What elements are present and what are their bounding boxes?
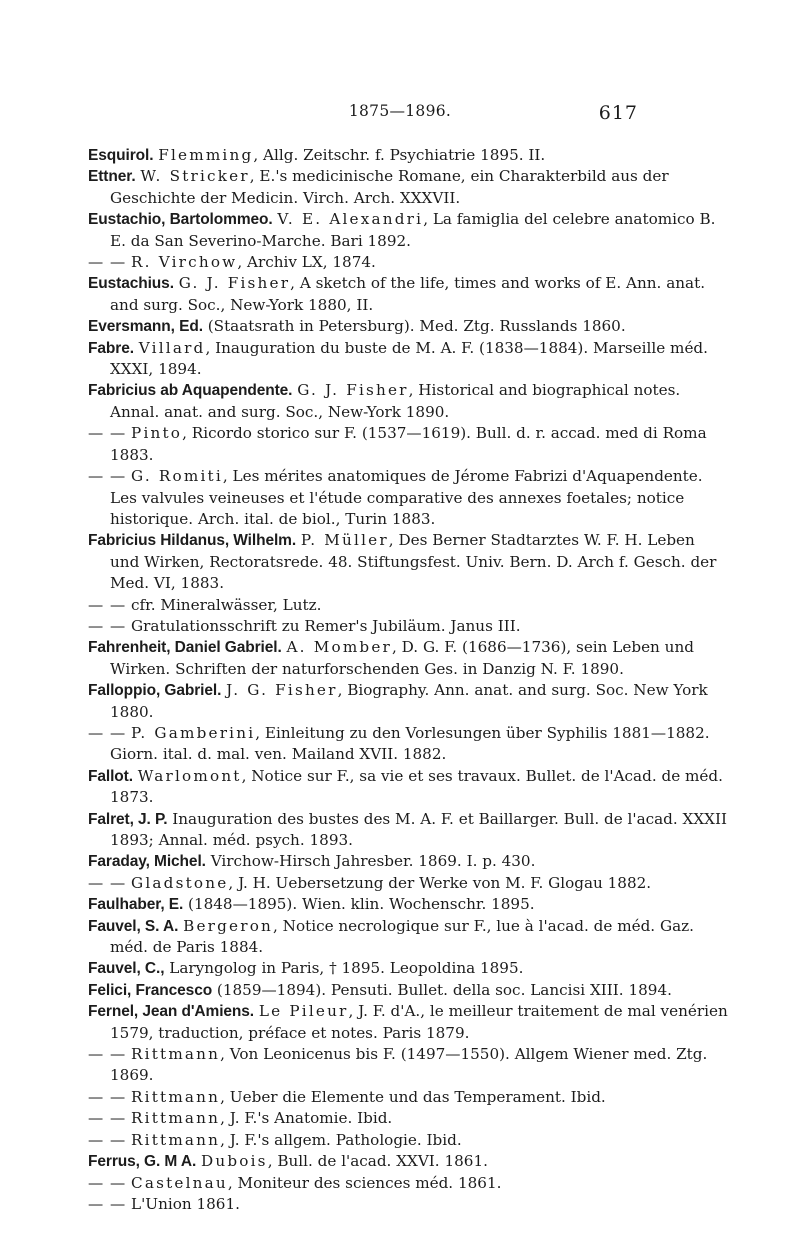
bibliography-entry xyxy=(88,1044,728,1087)
entry-headword: Falloppio, Gabriel. xyxy=(88,682,222,700)
entry-citation: Gratulationsschrift zu Remer's Jubiläum. Janus III. xyxy=(131,616,521,635)
entry-author: Villard xyxy=(138,338,206,357)
repeat-dash: — — xyxy=(88,1087,127,1106)
repeat-dash: — — xyxy=(88,424,127,443)
entry-headword: Ettner. xyxy=(88,168,136,186)
repeat-dash: — — xyxy=(88,1109,127,1128)
entry-author: Le Pileur xyxy=(258,1002,349,1021)
entry-citation: Laryngolog in Paris, † 1895. Leopoldina 1895. xyxy=(169,959,524,978)
bibliography-entry xyxy=(88,273,728,316)
entry-citation: , Biography. Ann. anat. and surg. Soc. New York 1880. xyxy=(110,681,708,721)
bibliography-entry xyxy=(88,637,728,680)
entry-author: G. Romiti xyxy=(131,467,223,486)
bibliography-entry xyxy=(88,616,728,637)
entry-author: W. Stricker xyxy=(140,167,250,186)
entry-headword: Fauvel, S. A. xyxy=(88,917,179,935)
entry-headword: Fabre. xyxy=(88,339,134,357)
entry-citation: , Des Berner Stadtarztes W. F. H. Leben und Wirken, Rectoratsrede. 48. Stiftungsfest. Univ. Bern. D. Arch f. Gesch. der Med. VI, 1883. xyxy=(110,531,717,593)
entry-headword: Felici, Francesco xyxy=(88,981,213,999)
entry-citation: Virchow-Hirsch Jahresber. 1869. I. p. 430. xyxy=(210,852,536,871)
entry-author: Dubois xyxy=(201,1152,268,1171)
repeat-dash: — — xyxy=(88,1173,127,1192)
entry-citation: , Les mérites anatomiques de Jérome Fabrizi d'Aquapendente. Les valvules veineuses et l'étude comparative des annexes foetales; notice historique. Arch. ital. de biol., Turin 1883. xyxy=(110,467,703,528)
page-number: 617 xyxy=(598,102,638,124)
bibliography-entry xyxy=(88,423,728,466)
entry-author: Pinto xyxy=(131,424,183,443)
entry-citation: , E.'s medicinische Romane, ein Charakterbild aus der Geschichte der Medicin. Virch. Arch. XXXVII. xyxy=(110,167,669,207)
entry-citation: , J. F. d'A., le meilleur traitement de mal venérien 1579, traduction, préface et notes. Paris 1879. xyxy=(110,1002,728,1042)
bibliography-entry xyxy=(88,338,728,381)
entry-citation: , Ricordo storico sur F. (1537—1619). Bull. d. r. accad. med di Roma 1883. xyxy=(110,424,707,464)
entry-headword: Faulhaber, E. xyxy=(88,896,184,914)
entry-author: Rittmann xyxy=(131,1130,221,1149)
entry-citation: (1859—1894). Pensuti. Bullet. della soc. Lancisi XIII. 1894. xyxy=(216,980,672,999)
entry-headword: Fernel, Jean d'Amiens. xyxy=(88,1003,255,1021)
bibliography-entry xyxy=(88,1194,728,1215)
bibliography-entry xyxy=(88,809,728,852)
repeat-dash: — — xyxy=(88,253,127,272)
entry-headword: Ferrus, G. M A. xyxy=(88,1153,197,1171)
entry-citation: , Einleitung zu den Vorlesungen über Syphilis 1881—1882. Giorn. ital. d. mal. ven. Mailand XVII. 1882. xyxy=(110,723,710,764)
bibliography-entry xyxy=(88,873,728,894)
entry-author: Rittmann xyxy=(131,1087,221,1106)
bibliography-entry xyxy=(88,958,728,979)
bibliography-entry xyxy=(88,680,728,723)
bibliography-entry xyxy=(88,252,728,273)
entry-headword: Eustachio, Bartolommeo. xyxy=(88,211,273,229)
entry-citation: Inauguration des bustes des M. A. F. et Baillarger. Bull. de l'acad. XXXII 1893; Annal. méd. psych. 1893. xyxy=(110,809,727,849)
bibliography-entry xyxy=(88,980,728,1001)
entry-author: V. E. Alexandri xyxy=(277,210,424,229)
repeat-dash: — — xyxy=(88,723,127,742)
bibliography-entry xyxy=(88,595,728,616)
bibliography-entry xyxy=(88,916,728,959)
entry-author: Flemming xyxy=(158,146,254,164)
bibliography-entry xyxy=(88,851,728,872)
entry-author: Warlomont xyxy=(137,766,242,785)
entry-headword: Fabricius ab Aquapendente. xyxy=(88,382,293,400)
bibliography-entry xyxy=(88,1173,728,1194)
entry-citation: , A sketch of the life, times and works of E. Ann. anat. and surg. Soc., New-York 1880, II. xyxy=(110,274,706,314)
bibliography-entry xyxy=(88,316,728,337)
bibliography-entry xyxy=(88,145,728,166)
entry-citation: , J. F.'s allgem. Pathologie. Ibid. xyxy=(220,1130,462,1149)
repeat-dash: — — xyxy=(88,1045,127,1064)
bibliography-entry xyxy=(88,166,728,209)
entry-author: Rittmann xyxy=(131,1045,221,1064)
bibliography-entry xyxy=(88,1151,728,1172)
entry-citation: , Historical and biographical notes. Annal. anat. and surg. Soc., New-York 1890. xyxy=(110,381,681,421)
bibliography-entry xyxy=(88,466,728,530)
entry-citation: , La famiglia del celebre anatomico B. E. da San Severino-Marche. Bari 1892. xyxy=(110,210,716,250)
bibliography-entry xyxy=(88,530,728,594)
running-head-years: 1875—1896. xyxy=(348,102,452,120)
bibliography-entry xyxy=(88,380,728,423)
entry-citation: , Notice sur F., sa vie et ses travaux. Bullet. de l'Acad. de méd. 1873. xyxy=(110,766,723,807)
bibliography-entry xyxy=(88,723,728,766)
repeat-dash: — — xyxy=(88,616,127,635)
entry-author: G. J. Fisher xyxy=(178,274,291,293)
entry-headword: Fallot. xyxy=(88,767,133,785)
bibliography-entry xyxy=(88,766,728,809)
entry-author: J. G. Fisher xyxy=(226,681,338,700)
bibliography-list xyxy=(88,145,728,1215)
repeat-dash: — — xyxy=(88,467,127,486)
entry-author: Rittmann xyxy=(131,1109,221,1128)
entry-headword: Fauvel, C., xyxy=(88,960,165,978)
entry-citation: L'Union 1861. xyxy=(131,1194,240,1213)
entry-author: A. Momber xyxy=(286,638,393,657)
entry-citation: , Ueber die Elemente und das Temperament. Ibid. xyxy=(220,1087,606,1106)
entry-citation: , Allg. Zeitschr. f. Psychiatrie 1895. II. xyxy=(253,146,546,164)
repeat-dash: — — xyxy=(88,873,127,892)
entry-citation: (1848—1895). Wien. klin. Wochenschr. 1895. xyxy=(188,895,535,914)
entry-headword: Faraday, Michel. xyxy=(88,853,206,871)
entry-citation: , J. H. Uebersetzung der Werke von M. F. Glogau 1882. xyxy=(228,873,652,892)
entry-headword: Fahrenheit, Daniel Gabriel. xyxy=(88,639,282,657)
bibliography-entry xyxy=(88,1087,728,1108)
bibliography-entry xyxy=(88,1130,728,1151)
entry-author: G. J. Fisher xyxy=(297,381,409,400)
repeat-dash: — — xyxy=(88,1130,127,1149)
entry-citation: , J. F.'s Anatomie. Ibid. xyxy=(220,1109,393,1128)
entry-headword: Fabricius Hildanus, Wilhelm. xyxy=(88,532,297,550)
repeat-dash: — — xyxy=(88,1194,127,1213)
entry-citation: , D. G. F. (1686—1736), sein Leben und Wirken. Schriften der naturforschenden Ges. in Danzig N. F. 1890. xyxy=(110,638,694,678)
entry-citation: (Staatsrath in Petersburg). Med. Ztg. Russlands 1860. xyxy=(207,317,626,336)
entry-author: Gladstone xyxy=(131,873,229,892)
entry-author: P. Müller xyxy=(300,531,389,550)
entry-author: R. Virchow xyxy=(131,253,238,272)
entry-author: Castelnau xyxy=(131,1173,228,1192)
running-head xyxy=(0,102,800,128)
bibliography-entry xyxy=(88,894,728,915)
entry-headword: Eversmann, Ed. xyxy=(88,318,203,336)
entry-author: P. Gamberini xyxy=(131,723,256,742)
bibliography-entry xyxy=(88,1001,728,1044)
entry-citation: , Moniteur des sciences méd. 1861. xyxy=(227,1173,502,1192)
entry-headword: Esquirol. xyxy=(88,147,154,164)
entry-headword: Eustachius. xyxy=(88,275,174,293)
bibliography-entry xyxy=(88,1108,728,1129)
entry-citation: , Von Leonicenus bis F. (1497—1550). Allgem Wiener med. Ztg. 1869. xyxy=(110,1045,708,1085)
entry-citation: , Archiv LX, 1874. xyxy=(237,253,376,272)
bibliography-entry xyxy=(88,209,728,252)
entry-citation: , Inauguration du buste de M. A. F. (1838—1884). Marseille méd. XXXI, 1894. xyxy=(110,338,708,379)
repeat-dash: — — xyxy=(88,595,127,614)
entry-citation: , Notice necrologique sur F., lue à l'acad. de méd. Gaz. méd. de Paris 1884. xyxy=(110,916,694,957)
entry-citation: cfr. Mineralwässer, Lutz. xyxy=(131,595,322,614)
entry-headword: Falret, J. P. xyxy=(88,810,168,828)
entry-author: Bergeron xyxy=(183,916,274,935)
entry-citation: , Bull. de l'acad. XXVI. 1861. xyxy=(267,1152,488,1171)
